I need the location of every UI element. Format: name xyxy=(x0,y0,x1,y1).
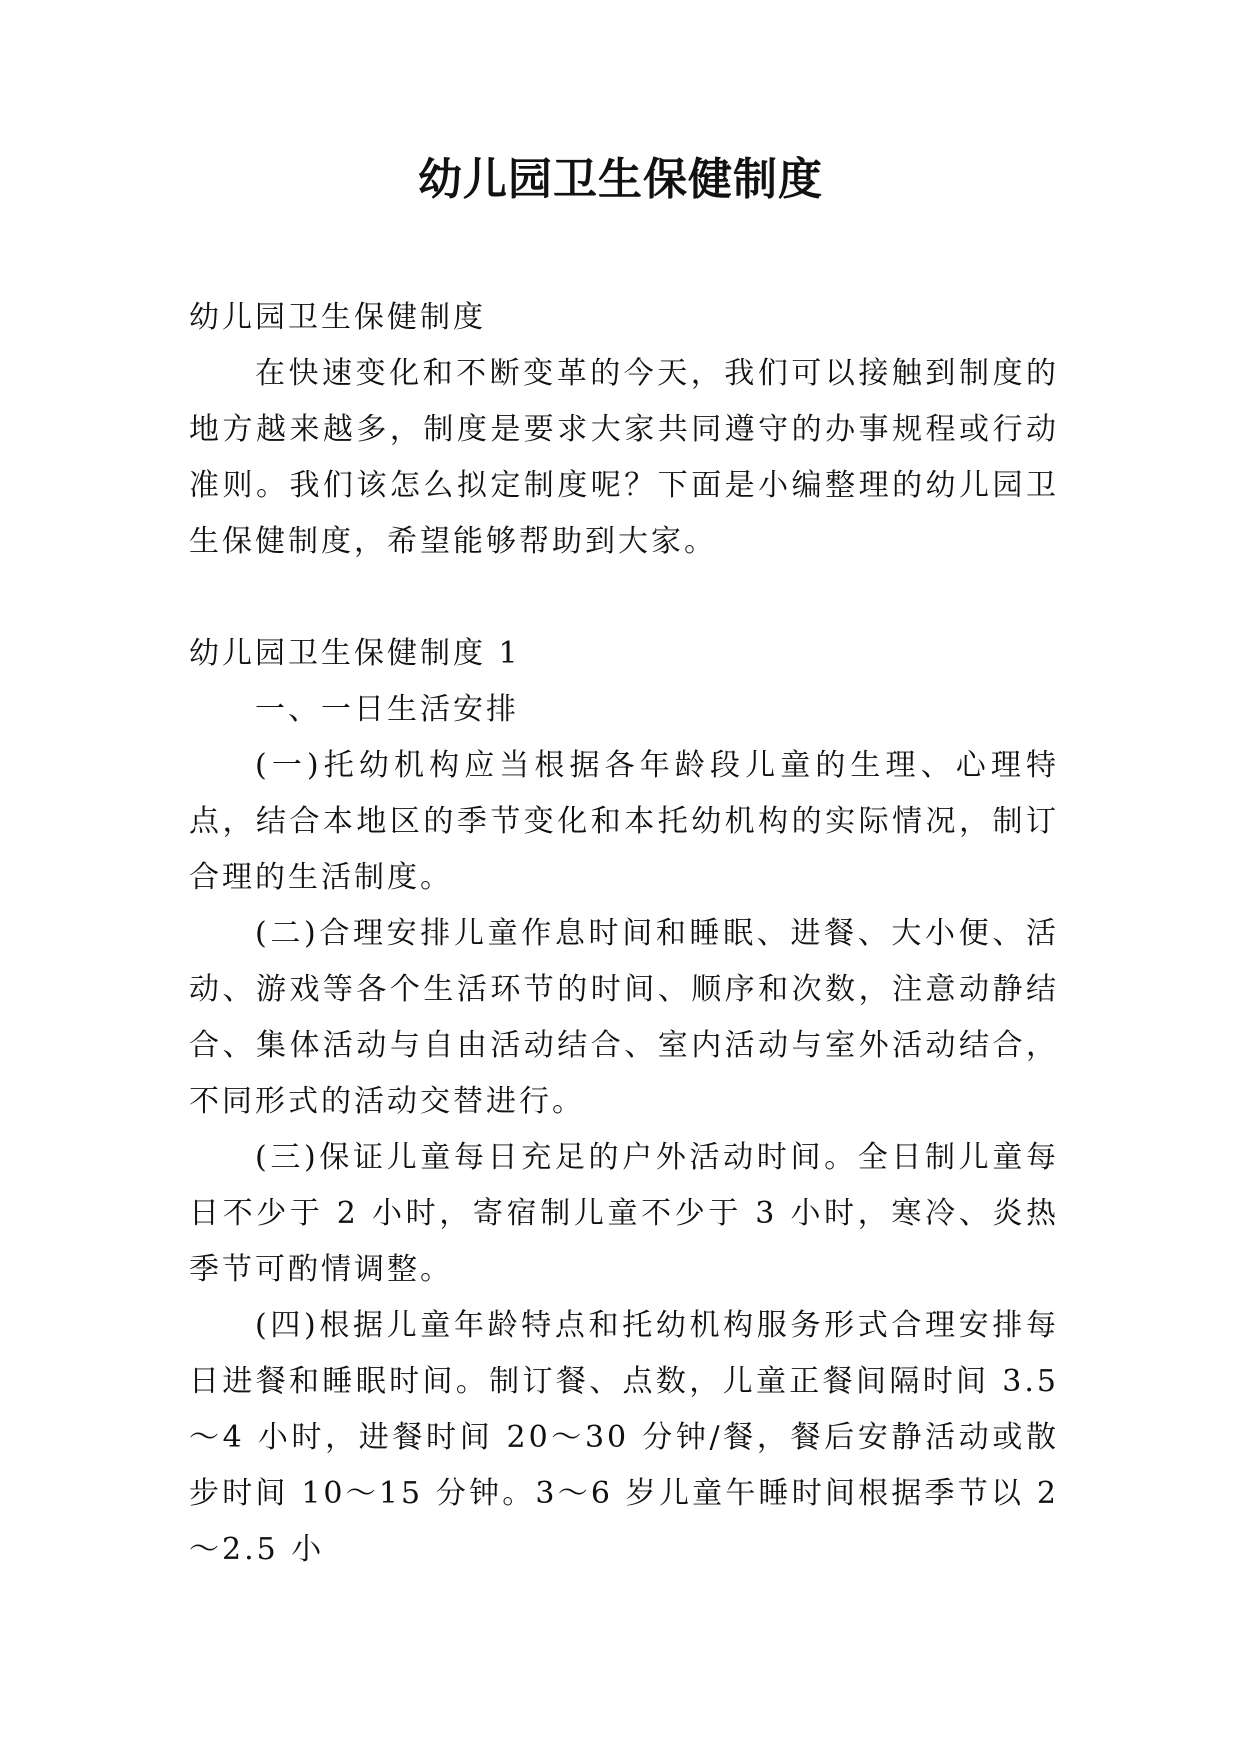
body-paragraph-1: (一)托幼机构应当根据各年龄段儿童的生理、心理特点，结合本地区的季节变化和本托幼机构的实际情况，制订合理的生活制度。 xyxy=(189,748,1059,895)
document-title: 幼儿园卫生保健制度 xyxy=(418,154,823,205)
document-body xyxy=(189,290,1059,1578)
body-paragraph-2: (二)合理安排儿童作息时间和睡眠、进餐、大小便、活动、游戏等各个生活环节的时间、顺序和次数，注意动静结合、集体活动与自由活动结合、室内活动与室外活动结合，不同形式的活动交替进行。 xyxy=(189,916,1059,1119)
document-heading: 幼儿园卫生保健制度 xyxy=(189,300,486,335)
body-paragraph-3: (三)保证儿童每日充足的户外活动时间。全日制儿童每日不少于 2 小时，寄宿制儿童不少于 3 小时，寒冷、炎热季节可酌情调整。 xyxy=(189,1140,1059,1287)
part-heading: 一、一日生活安排 xyxy=(255,692,519,727)
body-paragraph-4: (四)根据儿童年龄特点和托幼机构服务形式合理安排每日进餐和睡眠时间。制订餐、点数，儿童正餐间隔时间 3.5～4 小时，进餐时间 20～30 分钟/餐，餐后安静活动或散步时间 10～15 分钟。3～6 岁儿童午睡时间根据季节以 2～2.5 小 xyxy=(189,1308,1059,1567)
intro-paragraph: 在快速变化和不断变革的今天，我们可以接触到制度的地方越来越多，制度是要求大家共同遵守的办事规程或行动准则。我们该怎么拟定制度呢？下面是小编整理的幼儿园卫生保健制度，希望能够帮助到大家。 xyxy=(189,356,1059,559)
section-title: 幼儿园卫生保健制度 1 xyxy=(189,636,521,671)
paragraph-spacer xyxy=(189,570,1059,626)
